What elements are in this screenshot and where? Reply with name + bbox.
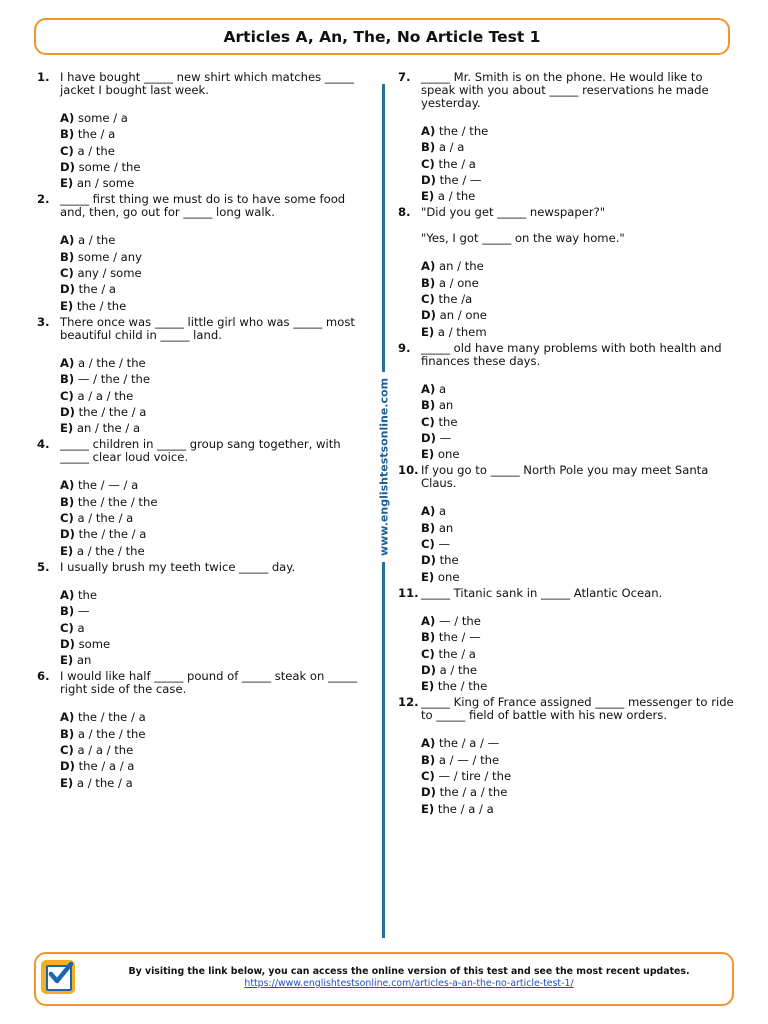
question-text-line: _____ children in _____ group sang together, with _____ clear loud voice. (60, 437, 341, 465)
option-letter: B) (60, 249, 75, 264)
answer-options (60, 709, 362, 790)
question-8 (398, 206, 738, 339)
option-text: a / the (77, 233, 116, 248)
option-letter: B) (421, 630, 436, 645)
option-text: the / a (77, 127, 116, 142)
option-letter: B) (421, 140, 436, 155)
footer-box (34, 952, 734, 1006)
question-6 (37, 670, 362, 790)
question-number: 8. (398, 205, 411, 220)
option-text: a / the / the (77, 355, 146, 370)
answer-option (60, 249, 362, 265)
option-text: the / a (438, 156, 476, 171)
option-letter: A) (60, 355, 75, 370)
option-letter: C) (60, 143, 74, 158)
option-text: the / a (78, 282, 117, 297)
answer-option (421, 324, 738, 340)
option-letter: D) (421, 430, 436, 445)
option-letter: B) (421, 275, 436, 290)
option-text: a / — / the (438, 752, 500, 767)
answer-option (60, 742, 362, 758)
answer-options (421, 613, 738, 694)
option-text: the (439, 553, 459, 568)
checkbox-check-icon (41, 960, 75, 994)
option-text: — (439, 430, 452, 445)
answer-option (421, 123, 738, 139)
answer-option (60, 543, 362, 559)
answer-option (60, 477, 362, 493)
option-text: an / the (438, 259, 484, 274)
option-text: the / the / a (78, 404, 147, 419)
question-number: 5. (37, 559, 50, 574)
answer-option (421, 258, 738, 274)
option-letter: D) (421, 553, 436, 568)
answer-option (421, 188, 738, 204)
option-letter: E) (421, 679, 435, 694)
option-letter: B) (60, 372, 75, 387)
question-4 (37, 438, 362, 558)
side-url: www.englishtestsonline.com (378, 372, 391, 562)
option-text: the / — / a (77, 478, 139, 493)
option-letter: A) (60, 587, 75, 602)
answer-option (60, 526, 362, 542)
option-letter: C) (60, 266, 74, 281)
option-letter: B) (60, 127, 75, 142)
question-10 (398, 464, 738, 584)
option-text: an (438, 398, 454, 413)
question-text (421, 206, 738, 245)
option-letter: E) (421, 324, 435, 339)
question-number: 10. (398, 463, 419, 478)
footer-message: By visiting the link below, you can access the online version of this test and see the most recent updates. (128, 966, 690, 977)
answer-option (421, 613, 738, 629)
question-text (60, 561, 362, 574)
answer-option (60, 265, 362, 281)
answer-option (60, 775, 362, 791)
option-text: the / the / the (77, 494, 158, 509)
option-letter: A) (421, 381, 436, 396)
option-letter: A) (421, 124, 436, 138)
answer-option (60, 636, 362, 652)
option-text: — (77, 604, 90, 619)
option-text: some / any (77, 249, 142, 264)
answer-options (60, 110, 362, 191)
option-text: a / the / a (77, 511, 134, 526)
question-3 (37, 316, 362, 436)
answer-option (421, 430, 738, 446)
option-text: the / a / the (439, 785, 508, 800)
question-text (60, 670, 362, 696)
option-letter: E) (421, 801, 435, 816)
answer-option (60, 298, 362, 314)
option-letter: B) (421, 752, 436, 767)
option-text: some / the (78, 159, 141, 174)
option-letter: A) (60, 478, 75, 493)
option-text: a / the / the (76, 543, 145, 558)
left-column (37, 71, 362, 793)
answer-option (60, 603, 362, 619)
option-text: a / the / a (76, 775, 133, 790)
question-11 (398, 587, 738, 694)
option-letter: E) (60, 653, 74, 668)
question-number: 12. (398, 695, 419, 710)
option-letter: D) (421, 785, 436, 800)
answer-option (421, 139, 738, 155)
option-text: — / the (438, 613, 481, 628)
answer-option (60, 143, 362, 159)
footer-text (96, 966, 722, 990)
question-text (60, 193, 362, 219)
option-letter: C) (421, 414, 435, 429)
option-text: a / them (437, 324, 487, 339)
question-number: 4. (37, 437, 50, 452)
option-letter: E) (421, 447, 435, 462)
answer-option (60, 281, 362, 297)
option-letter: D) (60, 404, 75, 419)
answer-option (60, 175, 362, 191)
answer-option (60, 232, 362, 248)
option-text: the (438, 414, 458, 429)
answer-option (421, 307, 738, 323)
answer-option (421, 520, 738, 536)
option-text: an (76, 653, 92, 668)
option-text: — / the / the (77, 372, 151, 387)
answer-options (60, 232, 362, 313)
question-text-line: "Did you get _____ newspaper?" (421, 205, 606, 220)
option-letter: E) (421, 189, 435, 204)
option-letter: C) (421, 537, 435, 552)
question-number: 9. (398, 340, 411, 355)
option-text: — (438, 537, 451, 552)
question-text (60, 71, 362, 97)
question-text-line: I would like half _____ pound of _____ steak on _____ right side of the case. (60, 669, 358, 697)
option-text: a / a (438, 140, 465, 155)
answer-option (60, 494, 362, 510)
option-letter: E) (60, 543, 74, 558)
question-9 (398, 342, 738, 462)
option-letter: C) (60, 743, 74, 758)
option-letter: D) (421, 662, 436, 677)
page-title: Articles A, An, The, No Article Test 1 (223, 27, 541, 46)
option-text: a / a / the (77, 743, 134, 758)
option-text: the / — (438, 630, 481, 645)
answer-option (421, 552, 738, 568)
answer-option (421, 156, 738, 172)
option-letter: B) (60, 494, 75, 509)
option-letter: C) (60, 511, 74, 526)
answer-option (421, 752, 738, 768)
option-letter: E) (421, 569, 435, 584)
option-letter: A) (421, 613, 436, 628)
answer-option (60, 587, 362, 603)
question-number: 3. (37, 314, 50, 329)
answer-option (421, 801, 738, 817)
option-letter: D) (421, 308, 436, 323)
question-number: 6. (37, 669, 50, 684)
answer-option (421, 646, 738, 662)
option-text: an / one (439, 308, 487, 323)
option-letter: B) (421, 520, 436, 535)
option-text: any / some (77, 266, 142, 281)
answer-option (421, 397, 738, 413)
answer-option (60, 159, 362, 175)
option-letter: A) (60, 111, 75, 125)
answer-option (421, 275, 738, 291)
option-text: the / a / a (437, 801, 494, 816)
answer-options (421, 381, 738, 462)
answer-option (421, 662, 738, 678)
question-text (421, 342, 738, 368)
question-text-line: I have bought _____ new shirt which matches _____ jacket I bought last week. (60, 70, 354, 97)
option-text: some / a (77, 111, 128, 125)
option-letter: C) (421, 769, 435, 784)
question-number: 11. (398, 585, 419, 600)
answer-option (60, 652, 362, 668)
answer-options (60, 355, 362, 436)
answer-options (421, 258, 738, 339)
option-letter: A) (60, 233, 75, 248)
option-text: a / the / the (77, 726, 146, 741)
question-text (421, 696, 738, 722)
answer-option (421, 503, 738, 519)
option-text: the / the / a (77, 710, 146, 725)
answer-option (421, 569, 738, 585)
answer-option (421, 629, 738, 645)
option-letter: C) (60, 388, 74, 403)
question-text (421, 71, 738, 110)
option-letter: D) (60, 636, 75, 651)
option-letter: D) (60, 527, 75, 542)
question-text-line: _____ first thing we must do is to have some food and, then, go out for _____ long walk. (60, 192, 346, 220)
option-letter: B) (421, 398, 436, 413)
option-text: — / tire / the (438, 769, 512, 784)
question-12 (398, 696, 738, 816)
option-letter: A) (421, 736, 436, 751)
option-text: a / a / the (77, 388, 134, 403)
answer-option (60, 510, 362, 526)
option-letter: C) (421, 646, 435, 661)
option-text: a / the (439, 662, 478, 677)
option-text: a (438, 381, 447, 396)
option-letter: C) (421, 292, 435, 307)
answer-option (421, 536, 738, 552)
option-text: one (437, 447, 460, 462)
answer-option (60, 371, 362, 387)
answer-option (421, 678, 738, 694)
question-5 (37, 561, 362, 668)
answer-option (60, 709, 362, 725)
answer-option (421, 172, 738, 188)
question-text (60, 316, 362, 342)
question-text-line: "Yes, I got _____ on the way home." (421, 231, 625, 246)
answer-option (421, 768, 738, 784)
question-7 (398, 71, 738, 204)
question-text-line: I usually brush my teeth twice _____ day. (60, 559, 296, 574)
answer-option (60, 388, 362, 404)
question-text (421, 587, 738, 600)
question-text-line: _____ King of France assigned _____ messenger to ride to _____ field of battle with his new orders. (421, 695, 734, 723)
option-letter: B) (60, 726, 75, 741)
question-text-line: _____ old have many problems with both health and finances these days. (421, 340, 722, 368)
option-letter: C) (60, 620, 74, 635)
option-text: the / a / a (78, 759, 135, 774)
option-text: the / a (438, 646, 476, 661)
option-text: the / the (438, 124, 489, 138)
right-column (398, 71, 738, 819)
answer-option (421, 414, 738, 430)
answer-option (60, 758, 362, 774)
option-text: the / the (437, 679, 488, 694)
option-text: an (438, 520, 454, 535)
title-box (34, 18, 730, 55)
answer-option (60, 620, 362, 636)
option-text: the / the (76, 298, 127, 313)
answer-option (60, 355, 362, 371)
option-letter: C) (421, 156, 435, 171)
answer-options (421, 735, 738, 816)
option-text: the (77, 587, 97, 602)
option-letter: D) (60, 159, 75, 174)
option-text: the /a (438, 292, 473, 307)
option-letter: D) (60, 282, 75, 297)
answer-options (60, 587, 362, 668)
answer-option (421, 446, 738, 462)
option-text: the / the / a (78, 527, 147, 542)
question-text-line: If you go to _____ North Pole you may meet Santa Claus. (421, 463, 709, 491)
answer-option (421, 784, 738, 800)
option-letter: A) (60, 710, 75, 725)
answer-option (60, 126, 362, 142)
option-text: a / one (438, 275, 479, 290)
option-letter: D) (421, 172, 436, 187)
answer-options (60, 477, 362, 558)
answer-options (421, 503, 738, 584)
option-text: a / the (437, 189, 476, 204)
answer-option (421, 735, 738, 751)
question-2 (37, 193, 362, 313)
option-text: the / a / — (438, 736, 500, 751)
option-letter: E) (60, 176, 74, 191)
question-text-line: _____ Mr. Smith is on the phone. He would like to speak with you about _____ reservations he made yesterday. (421, 70, 709, 110)
option-text: an / the / a (76, 421, 141, 436)
option-letter: D) (60, 759, 75, 774)
question-number: 7. (398, 70, 411, 84)
answer-option (421, 291, 738, 307)
question-1 (37, 71, 362, 191)
question-text-line: There once was _____ little girl who was _____ most beautiful child in _____ land. (60, 314, 355, 342)
question-number: 1. (37, 70, 50, 84)
option-text: an / some (76, 176, 135, 191)
option-letter: A) (421, 259, 436, 274)
answer-option (60, 420, 362, 436)
option-letter: A) (421, 504, 436, 519)
option-letter: E) (60, 298, 74, 313)
option-letter: B) (60, 604, 75, 619)
footer-link[interactable]: https://www.englishtestsonline.com/articles-a-an-the-no-article-test-1/ (244, 978, 574, 989)
question-number: 2. (37, 192, 50, 207)
option-text: the / — (439, 172, 482, 187)
option-text: a (77, 620, 85, 635)
question-text (60, 438, 362, 464)
question-text-line: _____ Titanic sank in _____ Atlantic Ocean. (421, 585, 663, 600)
option-text: some (78, 636, 111, 651)
answer-option (60, 726, 362, 742)
option-letter: E) (60, 775, 74, 790)
question-text (421, 464, 738, 490)
option-text: a (438, 504, 447, 519)
answer-options (421, 123, 738, 204)
option-text: a / the (77, 143, 115, 158)
answer-option (421, 381, 738, 397)
answer-option (60, 404, 362, 420)
answer-option (60, 110, 362, 126)
option-letter: E) (60, 421, 74, 436)
option-text: one (437, 569, 460, 584)
